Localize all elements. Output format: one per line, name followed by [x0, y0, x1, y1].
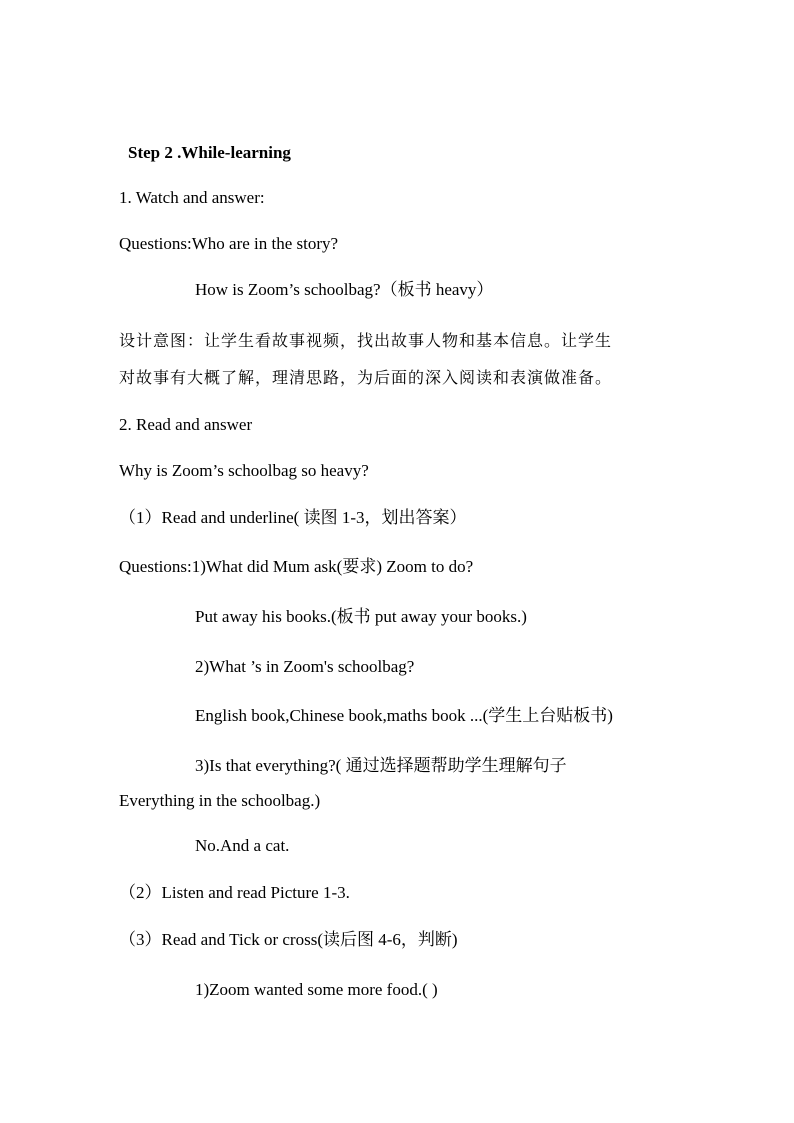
- question-why-heavy: Why is Zoom’s schoolbag so heavy?: [119, 461, 369, 480]
- step-read-underline: （1）Read and underline( 读图 1-3，划出答案）: [119, 508, 467, 527]
- step-tick-cross: （3）Read and Tick or cross(读后图 4-6，判断): [119, 930, 458, 949]
- question-mum-ask: Questions:1)What did Mum ask(要求) Zoom to do?: [119, 557, 474, 576]
- answer-cat: No.And a cat.: [195, 836, 290, 855]
- item-read-answer: 2. Read and answer: [119, 415, 253, 434]
- answer-put-away: Put away his books.(板书 put away your books.): [195, 607, 527, 626]
- answer-books: English book,Chinese book,maths book ...(学生上台贴板书): [195, 706, 613, 725]
- question-whats-in: 2)What ’s in Zoom's schoolbag?: [195, 657, 415, 676]
- statement-food: 1)Zoom wanted some more food.( ): [195, 980, 438, 999]
- question-who: Questions:Who are in the story?: [119, 234, 339, 253]
- question-schoolbag: How is Zoom’s schoolbag?（板书 heavy）: [195, 280, 494, 299]
- design-intent-line-1: 设计意图：让学生看故事视频，找出故事人物和基本信息。让学生: [119, 331, 613, 350]
- step-listen-read: （2）Listen and read Picture 1-3.: [119, 883, 350, 902]
- design-intent-line-2: 对故事有大概了解，理清思路，为后面的深入阅读和表演做准备。: [119, 368, 613, 387]
- question-everything-cont: Everything in the schoolbag.): [119, 791, 321, 810]
- item-watch-answer: 1. Watch and answer:: [119, 188, 265, 207]
- section-heading: Step 2 .While-learning: [128, 143, 291, 162]
- question-everything: 3)Is that everything?( 通过选择题帮助学生理解句子: [195, 756, 567, 775]
